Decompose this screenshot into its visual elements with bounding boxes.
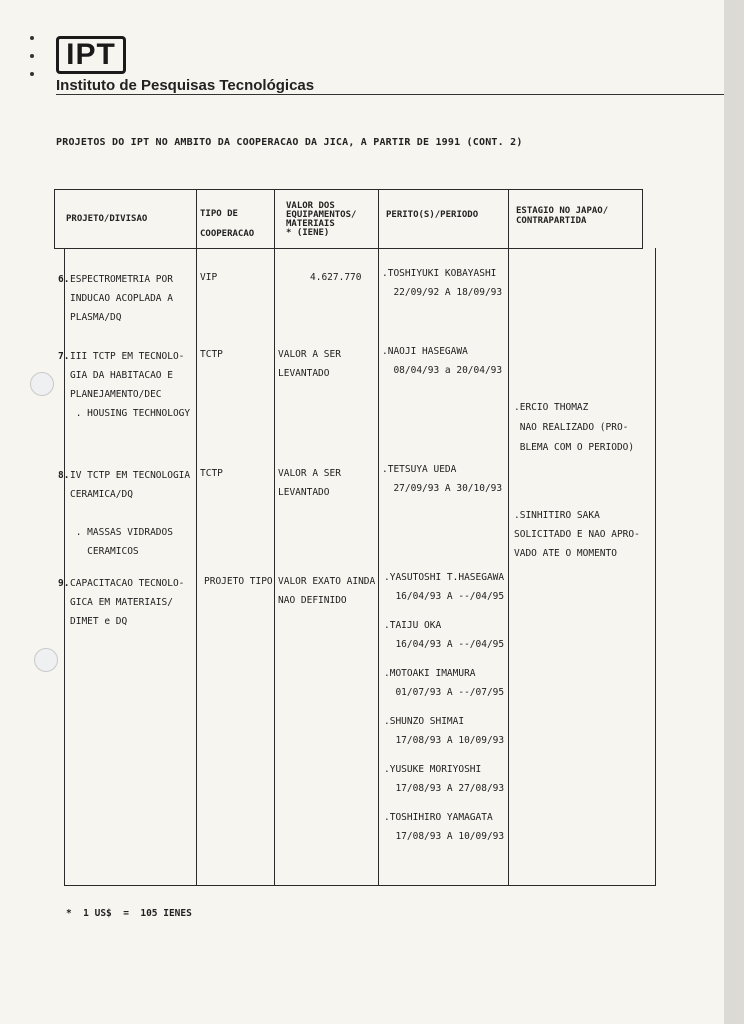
perito-entry: .TAIJU OKA 16/04/93 A --/04/95 xyxy=(384,620,505,650)
tipo-cell: VIP xyxy=(200,272,218,283)
binder-dot xyxy=(30,72,34,76)
col-divider-3 xyxy=(378,189,379,886)
binder-dot xyxy=(30,54,34,58)
tipo-cell: PROJETO TIPO xyxy=(204,576,273,587)
header-estagio: ESTAGIO NO JAPAO/ CONTRAPARTIDA xyxy=(516,206,609,226)
col-divider-4 xyxy=(508,189,509,886)
header-rule xyxy=(56,94,724,95)
page-edge xyxy=(724,0,744,1024)
table-border-right xyxy=(655,248,656,886)
header-projeto: PROJETO/DIVISAO xyxy=(66,214,148,224)
table-border-right-top xyxy=(642,189,643,249)
table-border-left xyxy=(64,248,65,886)
peritos-cell: .NAOJI HASEGAWA 08/04/93 a 20/04/93 xyxy=(382,346,503,376)
table-border-bottom xyxy=(64,885,656,886)
estagio-cell: .ERCIO THOMAZ NAO REALIZADO (PRO- BLEMA COM O PERIODO) xyxy=(514,402,635,453)
tipo-cell: TCTP xyxy=(200,349,223,360)
institution-name: Instituto de Pesquisas Tecnológicas xyxy=(56,77,315,94)
col-divider-1 xyxy=(196,189,197,886)
col-divider-2 xyxy=(274,189,275,886)
row-number: 8. xyxy=(58,470,70,481)
perito-entry: .YUSUKE MORIYOSHI 17/08/93 A 27/08/93 xyxy=(384,764,505,794)
row-number: 7. xyxy=(58,351,70,362)
perito-entry: .YASUTOSHI T.HASEGAWA 16/04/93 A --/04/95 xyxy=(384,572,505,602)
table-border-left-top xyxy=(54,189,55,249)
projeto-cell: CAPACITACAO TECNOLO- GICA EM MATERIAIS/ DIMET e DQ xyxy=(70,578,185,627)
table-border-top xyxy=(54,189,642,190)
peritos-cell: .TOSHIYUKI KOBAYASHI 22/09/92 A 18/09/93 xyxy=(382,268,503,298)
ipt-logo: IPT xyxy=(56,36,126,74)
row-number: 9. xyxy=(58,578,70,589)
projeto-cell: ESPECTROMETRIA POR INDUCAO ACOPLADA A PLASMA/DQ xyxy=(70,274,173,323)
valor-cell: 4.627.770 xyxy=(310,272,362,283)
projeto-cell: IV TCTP EM TECNOLOGIA CERAMICA/DQ . MASSAS VIDRADOS CERAMICOS xyxy=(70,470,191,557)
tipo-cell: TCTP xyxy=(200,468,223,479)
header-perito: PERITO(S)/PERIODO xyxy=(386,210,479,220)
perito-entry: .SHUNZO SHIMAI 17/08/93 A 10/09/93 xyxy=(384,716,505,746)
binder-dot xyxy=(30,36,34,40)
valor-cell: VALOR A SER LEVANTADO xyxy=(278,349,341,379)
estagio-cell: .SINHITIRO SAKA SOLICITADO E NAO APRO- VADO ATE O MOMENTO xyxy=(514,510,640,559)
row-number: 6. xyxy=(58,274,70,285)
valor-cell: VALOR EXATO AINDA NAO DEFINIDO xyxy=(278,576,376,606)
valor-cell: VALOR A SER LEVANTADO xyxy=(278,468,341,498)
document-title: PROJETOS DO IPT NO AMBITO DA COOPERACAO DA JICA, A PARTIR DE 1991 (CONT. 2) xyxy=(56,137,523,148)
header-tipo: TIPO DE COOPERACAO xyxy=(200,209,255,239)
perito-entry: .TOSHIHIRO YAMAGATA 17/08/93 A 10/09/93 xyxy=(384,812,505,842)
punch-hole xyxy=(34,648,58,672)
table-header-rule xyxy=(54,248,642,249)
header-valor: VALOR DOS EQUIPAMENTOS/ MATERIAIS * (IENE) xyxy=(286,201,357,238)
peritos-cell: .TETSUYA UEDA 27/09/93 A 30/10/93 xyxy=(382,464,503,494)
currency-footnote: * 1 US$ = 105 IENES xyxy=(66,908,192,919)
punch-hole xyxy=(30,372,54,396)
perito-entry: .MOTOAKI IMAMURA 01/07/93 A --/07/95 xyxy=(384,668,505,698)
projeto-cell: III TCTP EM TECNOLO- GIA DA HABITACAO E PLANEJAMENTO/DEC . HOUSING TECHNOLOGY xyxy=(70,351,191,419)
